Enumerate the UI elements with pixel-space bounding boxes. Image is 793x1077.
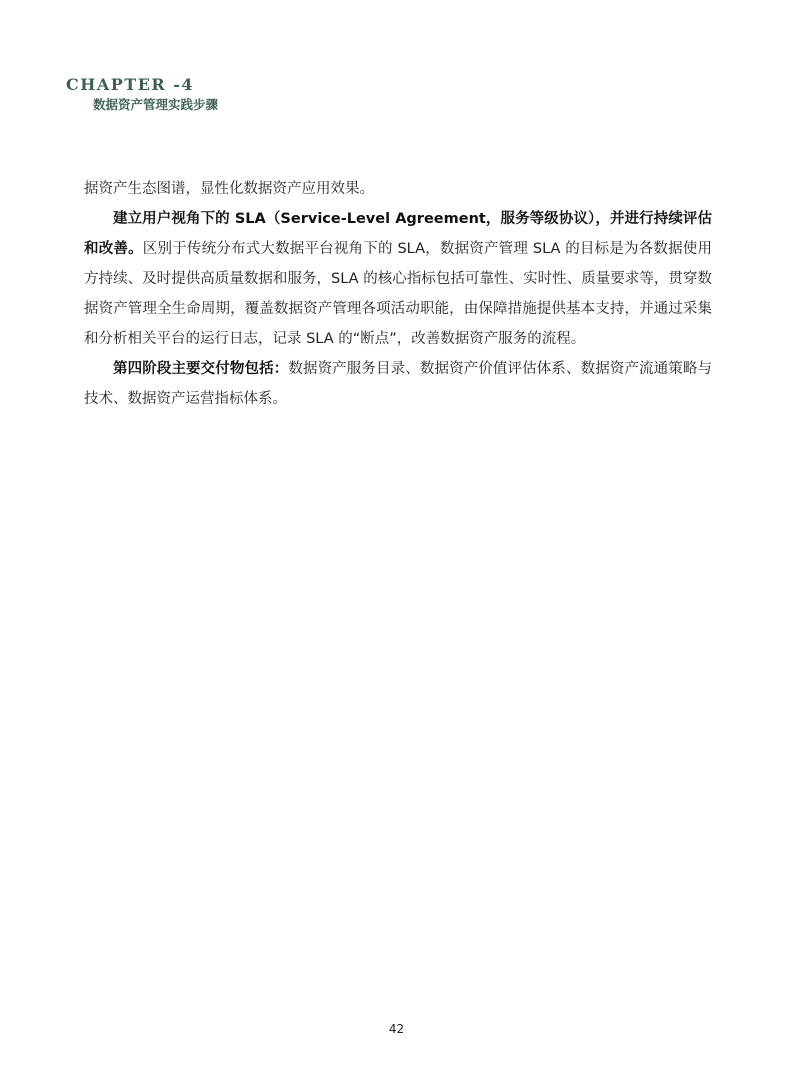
paragraph-deliverables-heading: 第四阶段主要交付物包括：: [113, 361, 289, 377]
chapter-title: CHAPTER -4: [66, 75, 195, 94]
paragraph-sla-text: 区别于传统分布式大数据平台视角下的 SLA，数据资产管理 SLA 的目标是为各数据使用方持续、及时提供高质量数据和服务，SLA 的核心指标包括可靠性、实时性、质量要求等，贯穿数据资产管理全生命周期，覆盖数据资产管理各项活动职能，由保障措施提供基本支持，并通过采集和分析相关平台的运行日志，记录 SLA 的“断点”，改善数据资产服务的流程。: [84, 241, 712, 347]
paragraph-sla-heading: 建立用户视角下的 SLA（Service-Level Agreement，服务等级协议），并进行持续评估和改善。: [84, 211, 712, 257]
paragraph-deliverables-text: 数据资产服务目录、数据资产价值评估体系、数据资产流通策略与技术、数据资产运营指标体系。: [84, 361, 713, 407]
page-number: 42: [388, 1022, 405, 1036]
chapter-header: [66, 75, 218, 114]
chapter-subtitle: 数据资产管理实践步骤: [93, 97, 219, 112]
paragraph-continued: 据资产生态图谱，显性化数据资产应用效果。: [84, 181, 374, 197]
paragraph-sla: [84, 204, 712, 354]
paragraph-deliverables: [84, 354, 712, 414]
body-text: [84, 174, 712, 414]
